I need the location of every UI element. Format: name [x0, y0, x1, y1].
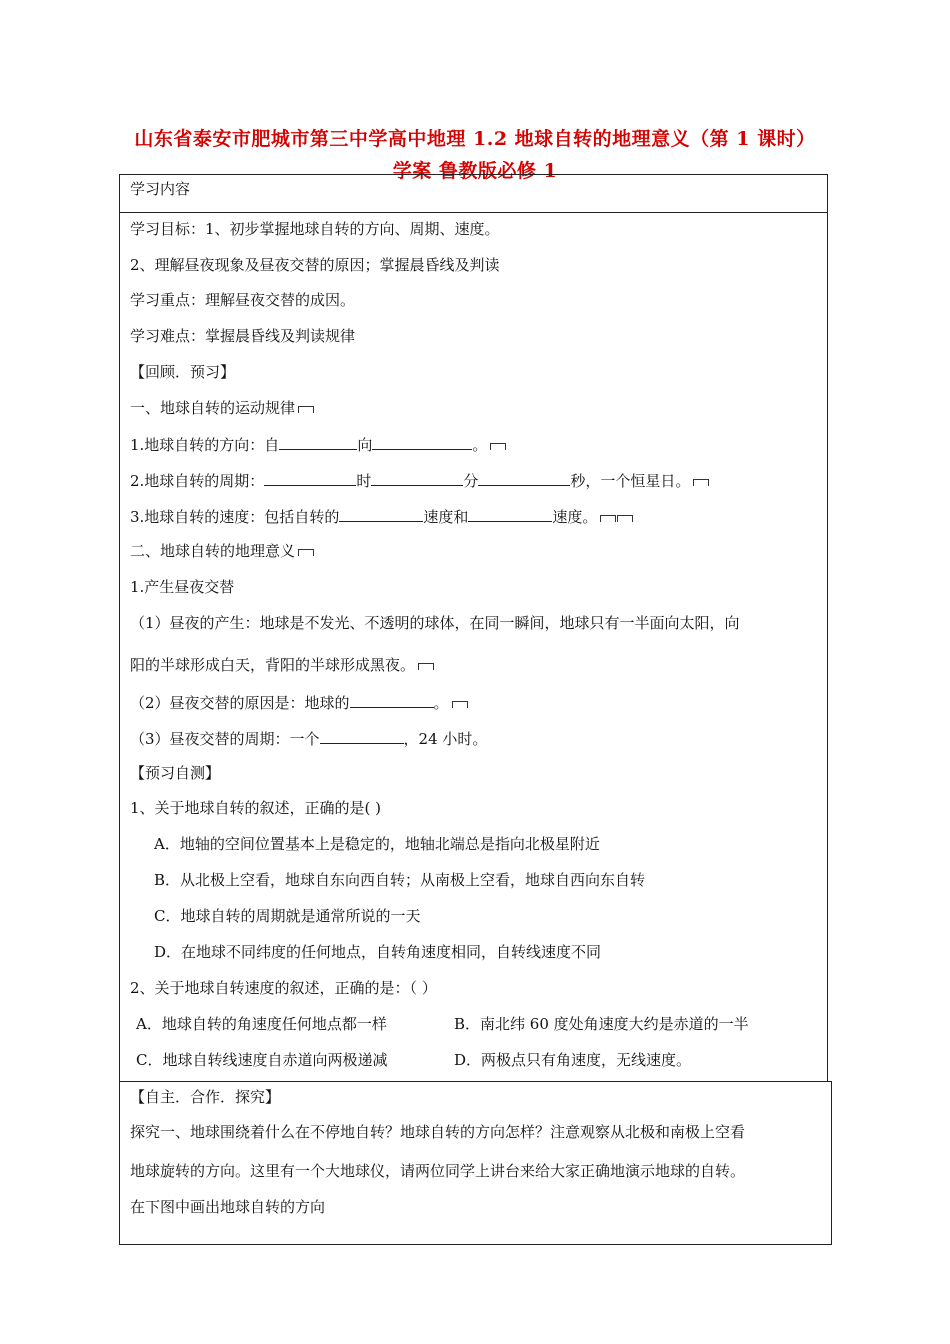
selftest-q1-option-c: C．地球自转的周期就是通常所说的一天 [154, 907, 421, 925]
part2-heading [130, 541, 314, 561]
p3-end: ，24 小时。 [403, 730, 488, 748]
header-cell [119, 174, 828, 213]
content-cell [119, 212, 828, 1082]
mark-icon [298, 406, 314, 413]
selftest-q2-option-c: C．地球自转线速度自赤道向两极递减 [136, 1051, 388, 1069]
q2-label: 2.地球自转的周期： [130, 472, 265, 490]
sub1-heading: 1.产生昼夜交替 [130, 578, 235, 596]
review-heading: 【回顾．预习】 [130, 363, 236, 381]
selftest-q1-option-d: D．在地球不同纬度的任何地点，自转角速度相同，自转线速度不同 [154, 943, 602, 961]
answer-blank[interactable] [339, 505, 423, 522]
document-title-line2: 学案 鲁教版必修 1 [392, 160, 558, 182]
mark-icon [418, 663, 434, 670]
paragraph-1-line1: （1）昼夜的产生：地球是不发光、不透明的球体，在同一瞬间，地球只有一半面向太阳，向 [130, 614, 740, 632]
answer-blank[interactable] [320, 727, 404, 744]
selftest-heading: 【预习自测】 [130, 764, 221, 782]
part2-text: 二、地球自转的地理意义 [130, 542, 296, 560]
q3-end: 速度。 [552, 508, 598, 526]
inquiry-line3: 在下图中画出地球自转的方向 [130, 1198, 326, 1216]
answer-blank[interactable] [279, 433, 357, 450]
p2-end: 。 [433, 694, 449, 712]
answer-blank[interactable] [372, 433, 472, 450]
header-cell-text: 学习内容 [130, 180, 191, 198]
question-3 [130, 505, 633, 527]
selftest-q1-option-b: B．从北极上空看，地球自东向西自转；从南极上空看，地球自西向东自转 [154, 871, 646, 889]
document-title-line1: 山东省泰安市肥城市第三中学高中地理 1.2 地球自转的地理意义（第 1 课时） [134, 128, 816, 150]
paragraph-3 [130, 727, 487, 749]
answer-blank[interactable] [478, 469, 570, 486]
answer-blank[interactable] [350, 691, 434, 708]
selftest-q2-option-b: B．南北纬 60 度处角速度大约是赤道的一半 [454, 1015, 749, 1033]
mark-icon [693, 479, 709, 486]
mark-icon [600, 515, 616, 522]
p2-label: （2）昼夜交替的原因是：地球的 [130, 694, 350, 712]
inquiry-line1: 探究一、地球围绕着什么在不停地自转？地球自转的方向怎样？注意观察从北极和南极上空看 [130, 1123, 746, 1141]
selftest-q2: 2、关于地球自转速度的叙述，正确的是：（ ） [130, 979, 437, 997]
paragraph-1-line2 [130, 655, 434, 675]
q1-label: 1.地球自转的方向：自 [130, 436, 280, 454]
paragraph-2 [130, 691, 468, 713]
mark-icon [490, 443, 506, 450]
inquiry-heading: 【自主．合作．探究】 [130, 1088, 281, 1106]
focus: 学习重点：理解昼夜交替的成因。 [130, 291, 356, 309]
question-2 [130, 469, 709, 491]
inquiry-cell [119, 1081, 832, 1245]
mark-icon [298, 549, 314, 556]
goal-1: 学习目标：1、初步掌握地球自转的方向、周期、速度。 [130, 220, 500, 238]
q2-minute: 分 [463, 472, 479, 490]
q3-label: 3.地球自转的速度：包括自转的 [130, 508, 340, 526]
answer-blank[interactable] [371, 469, 463, 486]
p3-label: （3）昼夜交替的周期：一个 [130, 730, 320, 748]
part1-text: 一、地球自转的运动规律 [130, 399, 296, 417]
mark-icon [452, 701, 468, 708]
inquiry-line2: 地球旋转的方向。这里有一个大地球仪，请两位同学上讲台来给大家正确地演示地球的自转。 [130, 1162, 746, 1180]
answer-blank[interactable] [468, 505, 552, 522]
difficulty: 学习难点：掌握晨昏线及判读规律 [130, 327, 356, 345]
paragraph-1-line2-text: 阳的半球形成白天，背阳的半球形成黑夜。 [130, 656, 416, 674]
q3-and: 速度和 [423, 508, 469, 526]
q1-to: 向 [357, 436, 373, 454]
mark-icon [617, 515, 633, 522]
answer-blank[interactable] [264, 469, 356, 486]
goal-2: 2、理解昼夜现象及昼夜交替的原因；掌握晨昏线及判读 [130, 256, 500, 274]
part1-heading [130, 398, 314, 418]
question-1 [130, 433, 506, 455]
q2-second: 秒，一个恒星日。 [570, 472, 691, 490]
selftest-q1-option-a: A．地轴的空间位置基本上是稳定的，地轴北端总是指向北极星附近 [154, 835, 600, 853]
selftest-q2-option-a: A．地球自转的角速度任何地点都一样 [136, 1015, 387, 1033]
q2-hour: 时 [356, 472, 372, 490]
selftest-q2-option-d: D．两极点只有角速度，无线速度。 [454, 1051, 692, 1069]
selftest-q1: 1、关于地球自转的叙述，正确的是( ) [130, 799, 382, 817]
q1-end: 。 [472, 436, 488, 454]
